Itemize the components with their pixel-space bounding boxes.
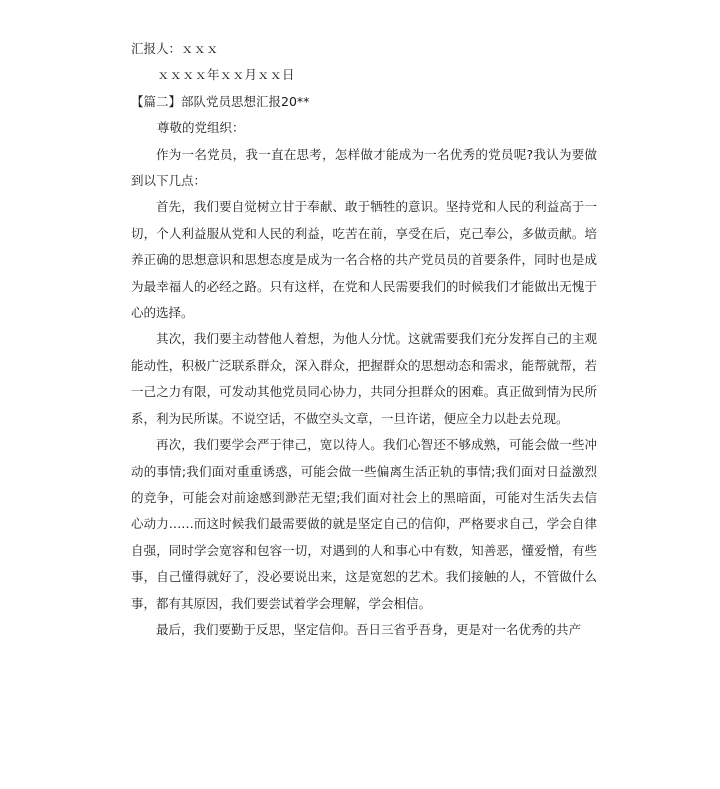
salutation: 尊敬的党组织： [157,120,245,136]
paragraph-third: 再次，我们要学会严于律己，宽以待人。我们心智还不够成熟，可能会做一些冲动的事情;我们面对重重诱惑，可能会做一些偏离生活正轨的事情;我们面对日益激烈的竞争，可能会对前途感到渺茫无望;我们面对社会上的黑暗面，可能对生活失去信心动力……而这时候我们最需要做的就是坚定自己的信仰，严格要求自己，学会自律自强，同时学会宽容和包容一切，对遇到的人和事心中有数，知善恶，懂爱憎，有些事，自己懂得就好了，没必要说出来，这是宽恕的艺术。我们接触的人，不管做什么事，都有其原因，我们要尝试着学会理解，学会相信。 [131,437,597,611]
paragraph-last: 最后，我们要勤于反思，坚定信仰。吾日三省乎吾身，更是对一名优秀的共产 [156,621,582,637]
paragraph-intro: 作为一名党员，我一直在思考，怎样做才能成为一名优秀的党员呢?我认为要做到以下几点： [131,146,597,189]
date-line: ｘｘｘｘ年ｘｘ月ｘｘ日 [157,67,295,83]
paragraph-second: 其次，我们要主动替他人着想，为他人分忧。这就需要我们充分发挥自己的主观能动性，积极广泛联系群众，深入群众，把握群众的思想动态和需求，能帮就帮，若一己之力有限，可发动其他党员同心协力，共同分担群众的困难。真正做到情为民所系，利为民所谋。不说空话，不做空头文章，一旦许诺，便应全力以赴去兑现。 [131,331,597,426]
document-body [131,36,597,643]
reporter-line: 汇报人：ｘｘｘ [131,41,219,56]
paragraph-first: 首先，我们要自觉树立甘于奉献、敢于牺牲的意识。坚持党和人民的利益高于一切，个人利益服从党和人民的利益，吃苦在前，享受在后，克己奉公，多做贡献。培养正确的思想意识和思想态度是成为一名合格的共产党员员的首要条件，同时也是成为最幸福人的必经之路。只有这样，在党和人民需要我们的时候我们才能做出无愧于心的选择。 [131,199,597,321]
section-heading: 【篇二】部队党员思想汇报20** [131,93,310,109]
